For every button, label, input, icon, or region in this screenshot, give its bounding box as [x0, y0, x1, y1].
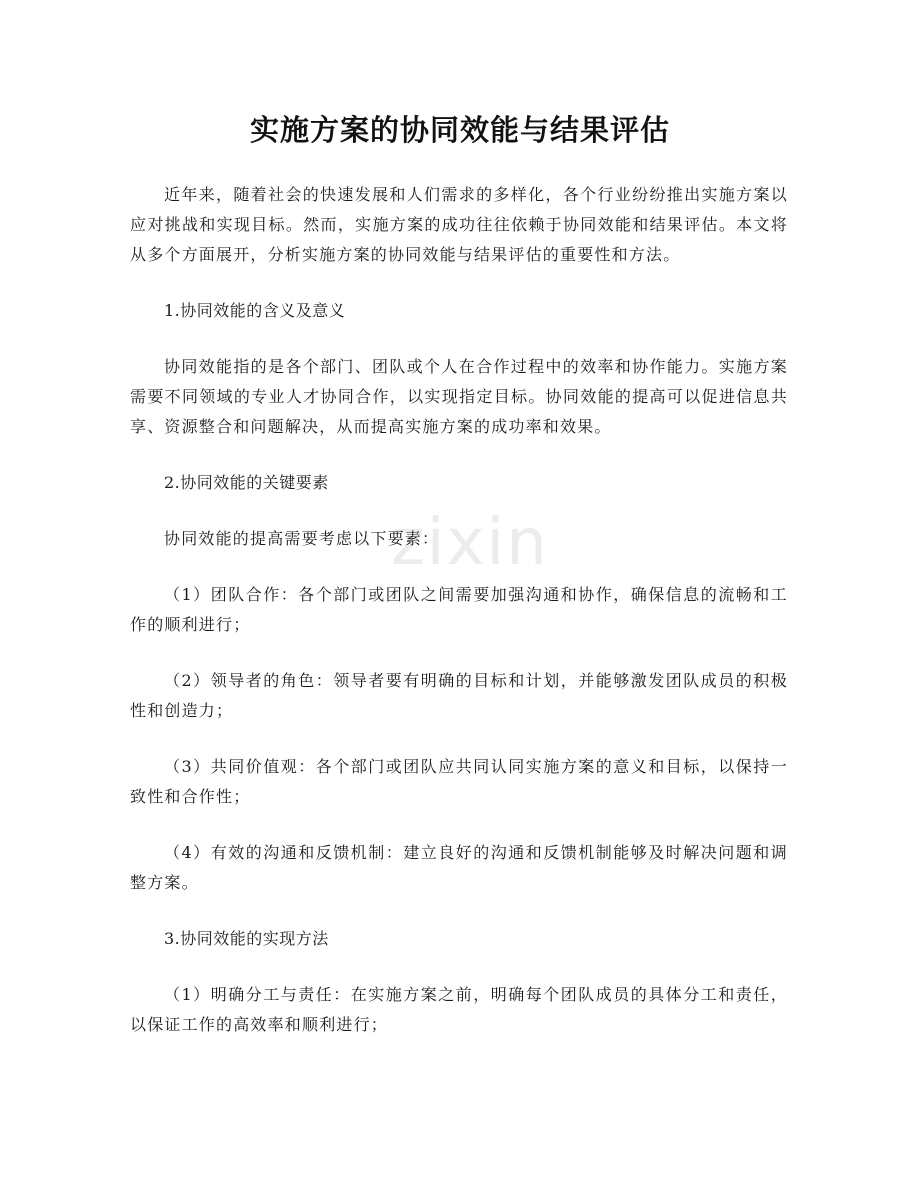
document-title: 实施方案的协同效能与结果评估	[249, 113, 670, 147]
section-2-heading: 2.协同效能的关键要素	[164, 473, 329, 492]
section-2-item-2: （2）领导者的角色：领导者要有明确的目标和计划，并能够激发团队成员的积极性和创造力；	[130, 671, 788, 720]
section-3-heading: 3.协同效能的实现方法	[164, 929, 329, 948]
intro-paragraph: 近年来，随着社会的快速发展和人们需求的多样化，各个行业纷纷推出实施方案以应对挑战和实现目标。然而，实施方案的成功往往依赖于协同效能和结果评估。本文将从多个方面展开，分析实施方案的协同效能与结果评估的重要性和方法。	[130, 185, 788, 264]
section-2-item-3: （3）共同价值观：各个部门或团队应共同认同实施方案的意义和目标，以保持一致性和合作性；	[130, 757, 788, 806]
section-2-lead: 协同效能的提高需要考虑以下要素：	[164, 529, 440, 548]
watermark: zixin	[391, 506, 549, 580]
section-3-item-1: （1）明确分工与责任：在实施方案之前，明确每个团队成员的具体分工和责任，以保证工作的高效率和顺利进行；	[130, 985, 788, 1034]
section-1-paragraph: 协同效能指的是各个部门、团队或个人在合作过程中的效率和协作能力。实施方案需要不同领域的专业人才协同合作，以实现指定目标。协同效能的提高可以促进信息共享、资源整合和问题解决，从而提高实施方案的成功率和效果。	[130, 357, 788, 436]
section-2-item-1: （1）团队合作：各个部门或团队之间需要加强沟通和协作，确保信息的流畅和工作的顺利进行；	[130, 585, 788, 634]
document-body	[130, 180, 788, 1066]
section-1-heading: 1.协同效能的含义及意义	[164, 301, 346, 320]
section-2-item-4: （4）有效的沟通和反馈机制：建立良好的沟通和反馈机制能够及时解决问题和调整方案。	[130, 843, 788, 892]
